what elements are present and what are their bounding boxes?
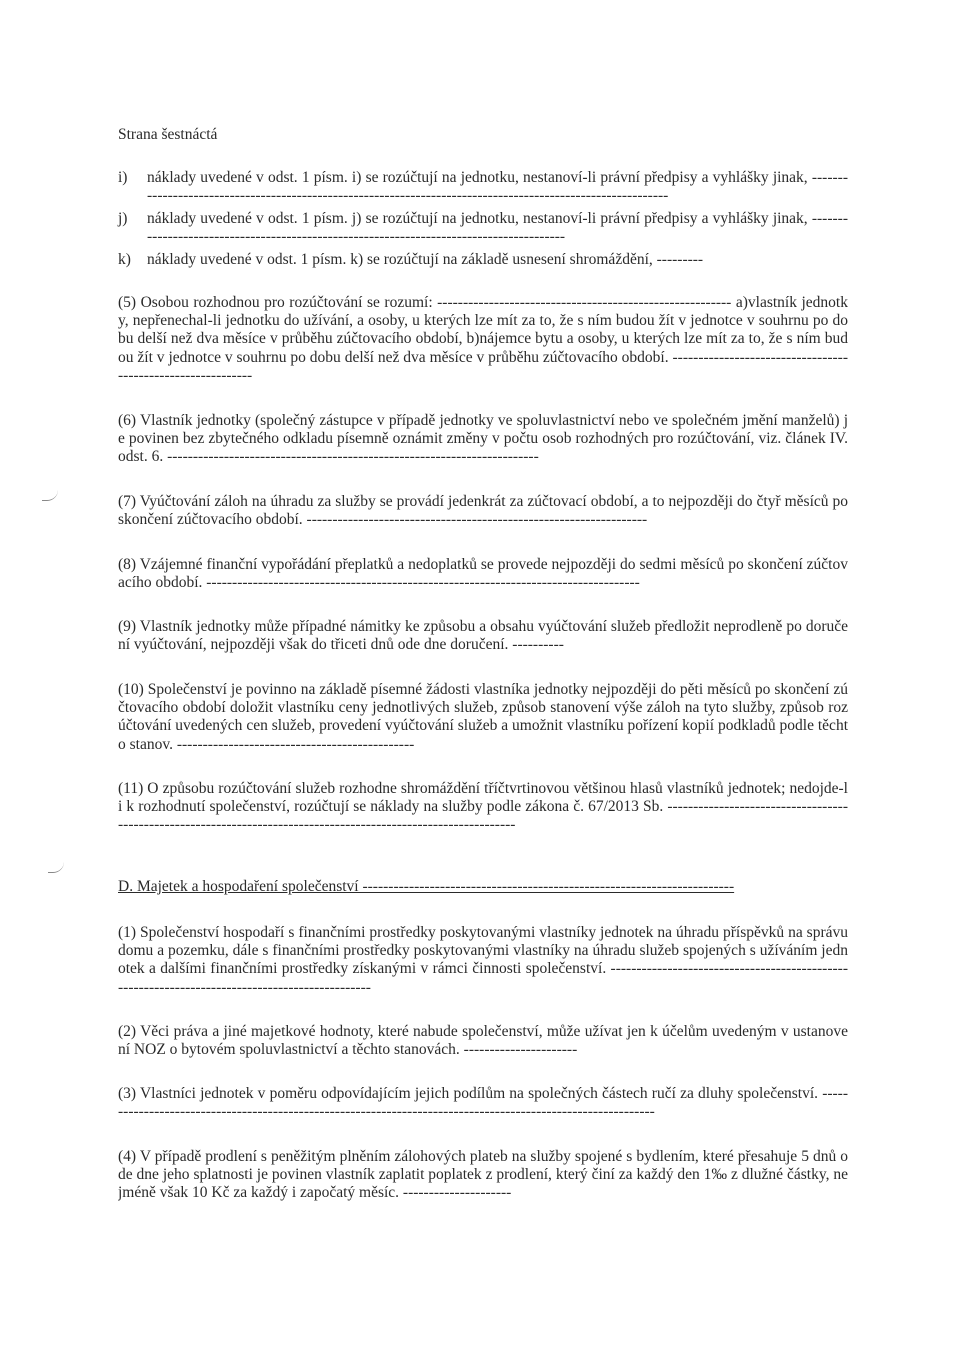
page-label: Strana šestnáctá bbox=[118, 126, 218, 143]
punch-hole-mark bbox=[42, 490, 58, 501]
section-paragraph-1: (1) Společenství hospodaří s finančními prostředky poskytovanými vlastníky jednotek na úhradu příspěvků na správu domu a pozemku, dále s finančními prostředky poskytovanými vlastníky na úhradu služeb spojených s užíváním jednotek a dalšími finančními prostředky získanými v rámci činnosti společenství. ----------------------------------------------------------------------------------------------- bbox=[118, 924, 848, 996]
list-text: náklady uvedené v odst. 1 písm. j) se rozúčtují na jednotku, nestanoví-li právní předpisy a vyhlášky jinak, ---------------------------------------------------------------------------------------- bbox=[147, 210, 848, 246]
paragraph-9: (9) Vlastník jednotky může případné námitky ke způsobu a obsahu vyúčtování služeb předložit neprodleně po doručení vyúčtování, nejpozději však do třiceti dnů ode dne doručení. ---------- bbox=[118, 618, 848, 654]
section-title-d: D. Majetek a hospodaření společenství ------------------------------------------------------------------------ bbox=[118, 878, 735, 895]
paragraph-8: (8) Vzájemné finanční vypořádání přeplatků a nedoplatků se provede nejpozději do sedmi měsíců po skončení zúčtovacího období. ------------------------------------------------------------------------------------ bbox=[118, 556, 848, 592]
section-paragraph-3: (3) Vlastníci jednotek v poměru odpovídajícím jejich podílům na společných částech ručí za dluhy společenství. ------------------------------------------------------------------------------------------------------------- bbox=[118, 1085, 848, 1121]
punch-hole-mark bbox=[48, 862, 64, 873]
list-item-j bbox=[118, 210, 848, 246]
paragraph-10: (10) Společenství je povinno na základě písemné žádosti vlastníka jednotky nejpozději do pěti měsíců po skončení zúčtovacího období doložit vlastníku ceny jednotlivých služeb, způsob stanovení výše záloh na tyto služby, způsob rozúčtování uvedených cen služeb, provedení vyúčtování služeb a umožnit vlastníku pořízení kopií podkladů podle těchto stanov. ---------------------------------------------- bbox=[118, 681, 848, 753]
paragraph-5: (5) Osobou rozhodnou pro rozúčtování se rozumí: --------------------------------------------------------- a)vlastník jednotky, nepřenechal-li jednotku do užívání, a osoby, u kterých lze mít za to, že s ním budou žít v jednotce v souhrnu po dobu delší než dva měsíce v průběhu zúčtovacího období, b)nájemce bytu a osoby, u kterých lze mít za to, že s ním budou žít v jednotce v souhrnu po dobu delší než dva měsíce v průběhu zúčtovacího období. ------------------------------------------------------------ bbox=[118, 294, 848, 384]
list-text: náklady uvedené v odst. 1 písm. k) se rozúčtují na základě usnesení shromáždění, --------- bbox=[147, 251, 704, 268]
section-paragraph-2: (2) Věci práva a jiné majetkové hodnoty, které nabude společenství, může užívat jen k účelům uvedeným v ustanovení NOZ o bytovém spoluvlastnictví a těchto stanovách. ---------------------- bbox=[118, 1023, 848, 1059]
list-item-k bbox=[118, 251, 848, 269]
section-paragraph-4: (4) V případě prodlení s peněžitým plněním zálohových plateb na služby spojené s bydlením, které přesahuje 5 dnů ode dne jeho splatnosti je povinen vlastník zaplatit poplatek z prodlení, který činí za každý den 1‰ z dlužné částky, nejméně však 10 Kč za každý i započatý měsíc. --------------------- bbox=[118, 1148, 848, 1202]
paragraph-6: (6) Vlastník jednotky (společný zástupce v případě jednotky ve spoluvlastnictví nebo ve společném jmění manželů) je povinen bez zbytečného odkladu písemně oznámit změny v počtu osob rozhodných pro rozúčtování, viz. článek IV. odst. 6. ------------------------------------------------------------------------ bbox=[118, 412, 848, 466]
list-item-i bbox=[118, 169, 848, 205]
paragraph-11: (11) O způsobu rozúčtování služeb rozhodne shromáždění tříčtvrtinovou většinou hlasů vlastníků jednotek; nedojde-li k rozhodnutí společenství, rozúčtují se náklady na služby podle zákona č. 67/2013 Sb. ---------------------------------------------------------------------------------------------------------------- bbox=[118, 780, 848, 834]
list-letter: j) bbox=[118, 210, 128, 227]
list-letter: i) bbox=[118, 169, 128, 186]
list-text: náklady uvedené v odst. 1 písm. i) se rozúčtují na jednotku, nestanoví-li právní předpisy a vyhlášky jinak, ------------------------------------------------------------------------------------------------------------ bbox=[147, 169, 848, 205]
list-letter: k) bbox=[118, 251, 131, 268]
paragraph-7: (7) Vyúčtování záloh na úhradu za služby se provádí jedenkrát za zúčtovací období, a to nejpozději do čtyř měsíců po skončení zúčtovacího období. ------------------------------------------------------------------ bbox=[118, 493, 848, 529]
